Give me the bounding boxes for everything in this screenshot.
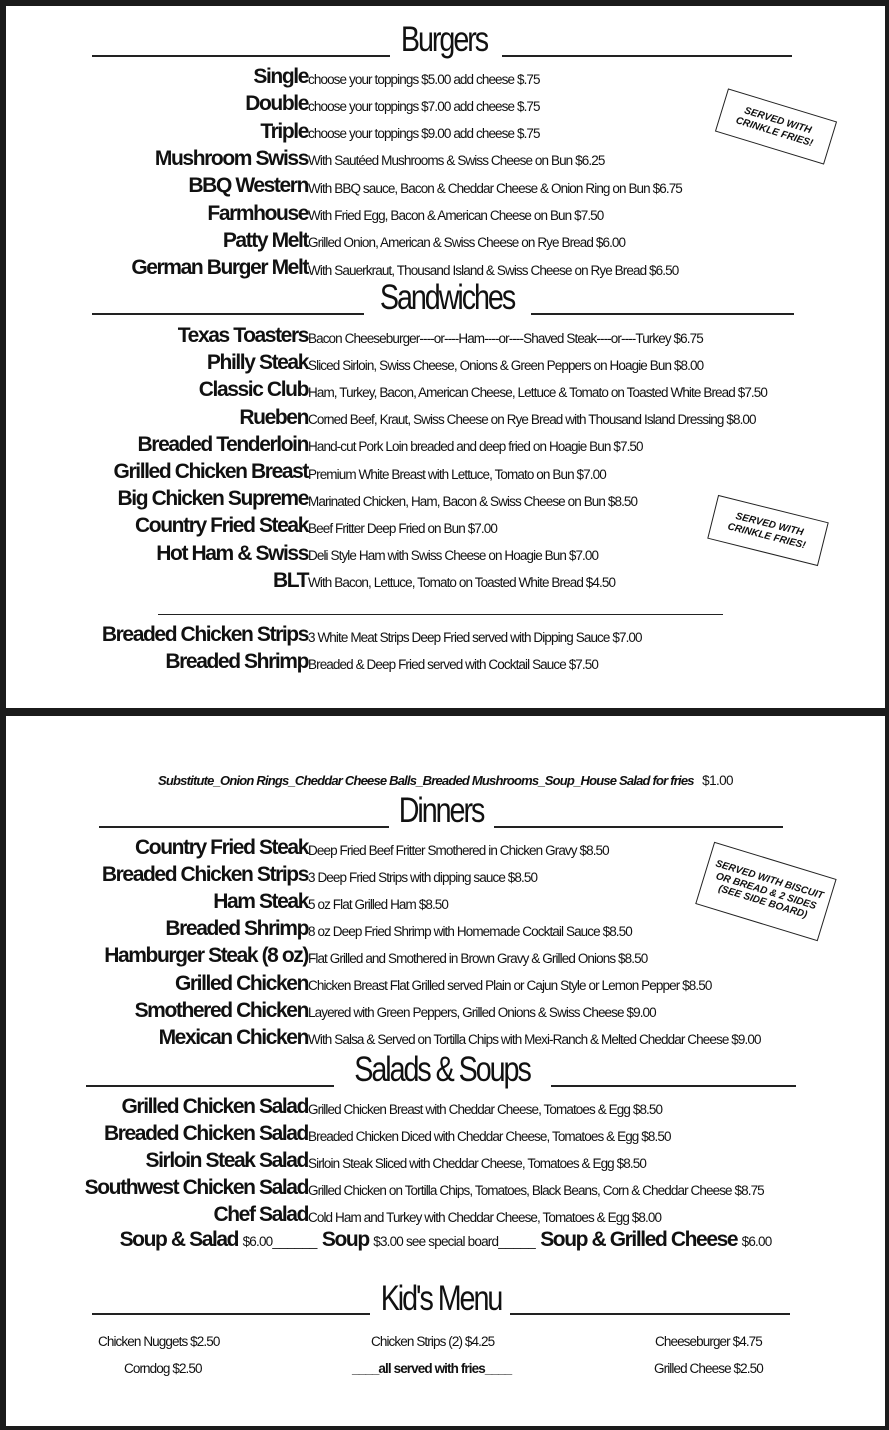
divider <box>92 313 364 315</box>
salad-item-row <box>6 1201 885 1227</box>
dinner-item-description: Chicken Breast Flat Grilled served Plain or Cajun Style or Lemon Pepper $8.50 <box>308 978 712 993</box>
sandwich-extra-item-name: Breaded Shrimp <box>165 650 308 673</box>
divider <box>86 1085 334 1087</box>
kids-item-chicken-nuggets: Chicken Nuggets $2.50 <box>98 1334 220 1349</box>
sandwich-extra-item-description: 3 White Meat Strips Deep Fried served with Dipping Sauce $7.00 <box>308 629 642 645</box>
sandwich-item-name: Grilled Chicken Breast <box>113 460 308 483</box>
burger-item-row <box>6 63 885 89</box>
sandwich-item-description: Marinated Chicken, Ham, Bacon & Swiss Cheese on Bun $8.50 <box>308 493 638 509</box>
sandwich-item-name: Rueben <box>239 405 308 429</box>
served-with-fries-stamp: SERVED WITH CRINKLE FRIES! <box>715 88 837 164</box>
burger-item-description: choose your toppings $9.00 add cheese $.75 <box>308 126 540 142</box>
section-title-salads-soups: Salads & Soups <box>354 1050 530 1089</box>
divider <box>92 1313 370 1315</box>
substitute-text: Substitute_Onion Rings_Cheddar Cheese Balls_Breaded Mushrooms_Soup_House Salad for fries <box>158 773 694 788</box>
sandwich-item-name: Classic Club <box>198 378 308 402</box>
burger-item-name: Double <box>245 92 308 116</box>
salad-item-description: Grilled Chicken Breast with Cheddar Cheese, Tomatoes & Egg $8.50 <box>308 1101 663 1117</box>
burger-item-name: German Burger Melt <box>131 256 308 280</box>
divider <box>99 826 389 828</box>
dinner-item-row <box>6 970 885 996</box>
dinner-item-description: Layered with Green Peppers, Grilled Onions & Swiss Cheese $9.00 <box>308 1005 656 1021</box>
sandwich-item-name: Texas Toasters <box>177 324 308 347</box>
section-title-sandwiches: Sandwiches <box>379 278 515 317</box>
kids-fries-note: ____all served with fries____ <box>352 1361 512 1376</box>
served-with-fries-stamp: SERVED WITH CRINKLE FRIES! <box>707 495 829 566</box>
burger-item-row <box>6 145 885 171</box>
salad-item-row <box>6 1147 885 1173</box>
sandwich-item-name: Hot Ham & Swiss <box>156 541 308 565</box>
salad-item-name: Southwest Chicken Salad <box>84 1176 308 1200</box>
divider <box>158 614 723 615</box>
substitute-price: $1.00 <box>702 773 733 788</box>
burger-item-description: With Sauerkraut, Thousand Island & Swiss Cheese on Rye Bread $6.50 <box>308 262 679 278</box>
salad-item-name: Grilled Chicken Salad <box>121 1095 308 1118</box>
burger-item-description: With Sautéed Mushrooms & Swiss Cheese on Bun $6.25 <box>308 153 605 169</box>
sandwich-item-row <box>6 322 885 348</box>
dinner-item-name: Ham Steak <box>213 890 308 914</box>
divider <box>551 1085 796 1087</box>
section-title-burgers: Burgers <box>400 20 488 59</box>
kids-item-cheeseburger: Cheeseburger $4.75 <box>655 1334 762 1349</box>
sandwich-item-description: Premium White Breast with Lettuce, Tomato on Bun $7.00 <box>308 466 606 482</box>
soup-grilled-cheese-label: Soup & Grilled Cheese <box>540 1228 738 1251</box>
dinner-item-row <box>6 997 885 1023</box>
sandwich-item-description: Sliced Sirloin, Swiss Cheese, Onions & Green Peppers on Hoagie Bun $8.00 <box>308 357 704 373</box>
kids-item-grilled-cheese: Grilled Cheese $2.50 <box>654 1361 763 1376</box>
sandwich-item-row <box>6 376 885 402</box>
kids-item-chicken-strips: Chicken Strips (2) $4.25 <box>371 1334 495 1349</box>
burger-item-row <box>6 200 885 226</box>
burger-item-description: With BBQ sauce, Bacon & Cheddar Cheese & Onion Ring on Bun $6.75 <box>308 180 682 196</box>
dinner-item-name: Breaded Shrimp <box>165 917 308 941</box>
section-title-kids-menu: Kid's Menu <box>380 1279 502 1318</box>
sandwich-extra-item-row <box>6 648 885 674</box>
sandwich-item-name: Big Chicken Supreme <box>117 487 308 511</box>
soup-price: $3.00 see special board <box>373 1234 499 1249</box>
divider <box>92 55 390 57</box>
soup-grilled-cheese-price: $6.00 <box>741 1234 772 1249</box>
dinner-item-description: 3 Deep Fried Strips with dipping sauce $8.50 <box>308 869 538 885</box>
dinner-item-name: Grilled Chicken <box>174 971 308 995</box>
sandwich-extra-item-name: Breaded Chicken Strips <box>101 623 308 646</box>
salad-item-row <box>6 1120 885 1146</box>
kids-item-corndog: Corndog $2.50 <box>124 1361 202 1376</box>
burger-item-name: BBQ Western <box>188 174 308 198</box>
divider <box>510 1313 790 1315</box>
soup-label: Soup <box>321 1228 369 1251</box>
burger-item-name: Mushroom Swiss <box>154 146 308 170</box>
dinner-item-name: Country Fried Steak <box>135 836 308 859</box>
burger-item-name: Triple <box>260 119 308 143</box>
salad-item-description: Sirloin Steak Sliced with Cheddar Cheese, Tomatoes & Egg $8.50 <box>308 1155 646 1171</box>
salad-item-name: Breaded Chicken Salad <box>103 1122 308 1146</box>
sandwich-item-row <box>6 567 885 593</box>
salad-item-description: Grilled Chicken on Tortilla Chips, Tomatoes, Black Beans, Corn & Cheddar Cheese $8.75 <box>308 1182 764 1198</box>
salad-item-description: Breaded Chicken Diced with Cheddar Cheese, Tomatoes & Egg $8.50 <box>308 1128 671 1144</box>
salad-item-description: Cold Ham and Turkey with Cheddar Cheese, Tomatoes & Egg $8.00 <box>308 1209 662 1225</box>
soup-line: Soup & Salad $6.00______ Soup $3.00 see special board_____ Soup & Grilled Cheese $6.00 <box>119 1228 772 1251</box>
sandwich-item-description: Corned Beef, Kraut, Swiss Cheese on Rye Bread with Thousand Island Dressing $8.00 <box>308 412 756 428</box>
dinner-item-row <box>6 942 885 968</box>
burger-item-description: Grilled Onion, American & Swiss Cheese on Rye Bread $6.00 <box>308 235 626 251</box>
salad-item-name: Sirloin Steak Salad <box>145 1149 308 1173</box>
dinner-item-name: Smothered Chicken <box>134 998 308 1022</box>
substitute-note <box>6 772 885 790</box>
served-with-biscuit-stamp: SERVED WITH BISCUIT OR BREAD & 2 SIDES (SEE SIDE BOARD) <box>695 842 836 941</box>
section-title-dinners: Dinners <box>398 791 484 830</box>
burger-item-name: Patty Melt <box>222 228 308 252</box>
sandwich-item-description: Hand-cut Pork Loin breaded and deep fried on Hoagie Bun $7.50 <box>308 439 643 455</box>
burger-item-name: Single <box>253 65 308 88</box>
soup-salad-label: Soup & Salad <box>119 1228 239 1251</box>
dinner-item-description: 8 oz Deep Fried Shrimp with Homemade Cocktail Sauce $8.50 <box>308 923 632 939</box>
divider <box>494 826 783 828</box>
divider <box>531 313 794 315</box>
sandwich-item-row <box>6 458 885 484</box>
dinner-item-name: Mexican Chicken <box>158 1025 308 1049</box>
sandwich-item-description: With Bacon, Lettuce, Tomato on Toasted White Bread $4.50 <box>308 575 616 591</box>
salad-item-name: Chef Salad <box>213 1203 308 1227</box>
sandwich-item-name: Philly Steak <box>206 351 308 375</box>
salad-item-row <box>6 1174 885 1200</box>
sandwich-item-row <box>6 404 885 430</box>
burger-item-row <box>6 172 885 198</box>
dinner-item-description: Deep Fried Beef Fritter Smothered in Chicken Gravy $8.50 <box>308 842 609 858</box>
burger-item-name: Farmhouse <box>207 201 308 225</box>
sandwich-extra-item-description: Breaded & Deep Fried served with Cocktail Sauce $7.50 <box>308 656 598 672</box>
sandwich-item-description: Bacon Cheeseburger----or----Ham----or----Shaved Steak----or----Turkey $6.75 <box>308 330 703 346</box>
dinner-item-name: Breaded Chicken Strips <box>101 863 308 887</box>
dinner-item-description: With Salsa & Served on Tortilla Chips with Mexi-Ranch & Melted Cheddar Cheese $9.00 <box>308 1032 761 1048</box>
burger-item-description: choose your toppings $5.00 add cheese $.75 <box>308 71 540 87</box>
burger-item-description: With Fried Egg, Bacon & American Cheese on Bun $7.50 <box>308 208 604 223</box>
sandwich-extra-item-row <box>6 621 885 647</box>
salad-item-row <box>6 1093 885 1119</box>
sandwich-item-name: Breaded Tenderloin <box>137 432 308 456</box>
burger-item-description: choose your toppings $7.00 add cheese $.75 <box>308 98 540 114</box>
dinner-item-description: 5 oz Flat Grilled Ham $8.50 <box>308 896 449 912</box>
menu-page-burgers-sandwiches <box>6 6 885 708</box>
burger-item-row <box>6 227 885 253</box>
sandwich-item-row <box>6 349 885 375</box>
sandwich-item-description: Deli Style Ham with Swiss Cheese on Hoagie Bun $7.00 <box>308 548 599 564</box>
sandwich-item-description: Ham, Turkey, Bacon, American Cheese, Lettuce & Tomato on Toasted White Bread $7.50 <box>308 384 767 400</box>
dinner-item-description: Flat Grilled and Smothered in Brown Gravy & Grilled Onions $8.50 <box>308 950 648 966</box>
dinner-item-name: Hamburger Steak (8 oz) <box>104 944 308 968</box>
dinner-item-row <box>6 1024 885 1050</box>
menu-page-dinners-salads-kids <box>6 716 885 1426</box>
sandwich-item-name: BLT <box>272 568 308 592</box>
sandwich-item-name: Country Fried Steak <box>135 514 308 538</box>
burger-item-row <box>6 254 885 280</box>
sandwich-item-description: Beef Fritter Deep Fried on Bun $7.00 <box>308 520 497 536</box>
sandwich-item-row <box>6 431 885 457</box>
divider <box>502 55 792 57</box>
soup-salad-price: $6.00 <box>242 1234 273 1249</box>
